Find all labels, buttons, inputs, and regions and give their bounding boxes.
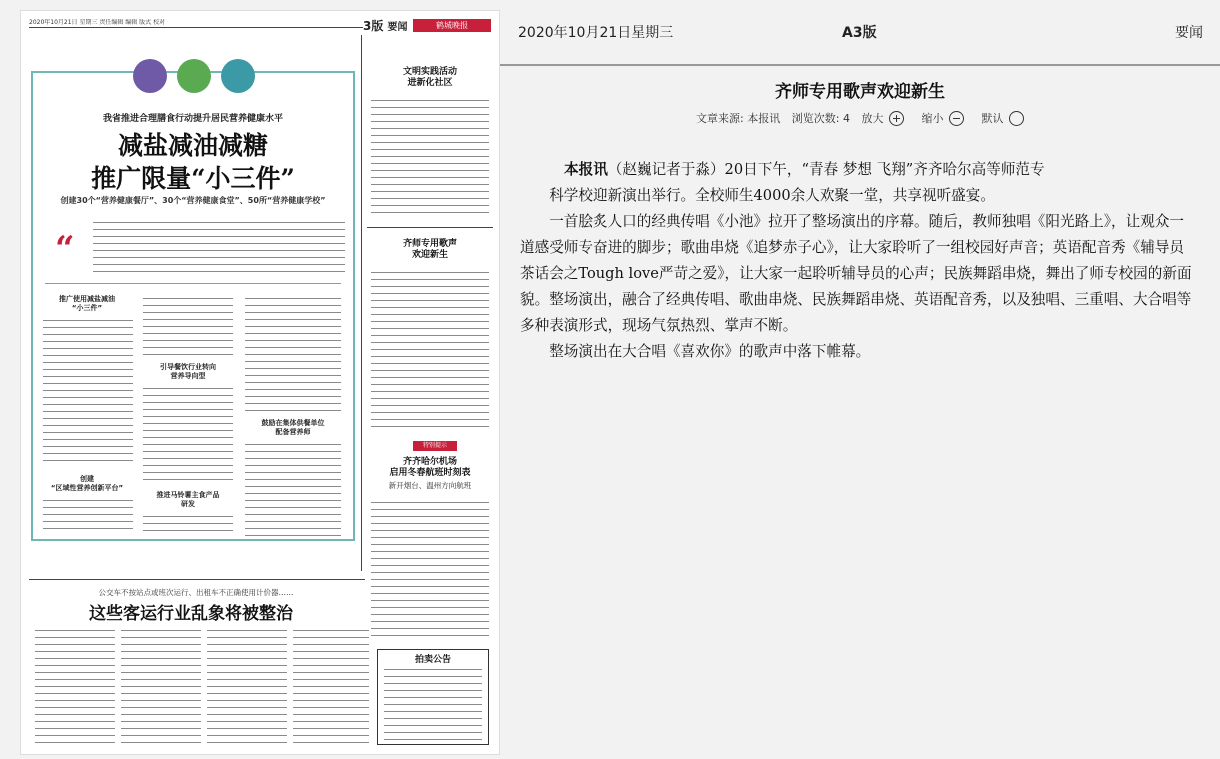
article-title: 齐师专用歌声欢迎新生 [775,82,945,102]
newspaper-page-image[interactable] [20,10,500,755]
view-count: 浏览次数: 4 [791,112,850,125]
bottom-column-4 [293,627,369,745]
article-body [520,157,1192,365]
masthead-logo: 鹤城晚报 [413,19,491,32]
edition-label: A3版 [842,25,877,41]
issue-date: 2020年10月21日星期三 [518,25,674,41]
salt-shaker-icon [133,59,167,93]
lead-deck: 创建30个“营养健康餐厅”、30个“营养健康食堂”、50所“营养健康学校” [60,196,326,205]
lead-column-1 [43,317,133,467]
lead-column-3b [245,441,341,537]
minus-circle-icon [949,111,964,126]
article-source: 文章来源: 本报讯 [696,112,781,125]
zoom-in-button[interactable]: 放大 [861,110,904,126]
bottom-kicker: 公交车不按站点或班次运行、出租车不正确使用计价器…… [98,588,294,597]
issue-bar [500,0,1220,66]
article-paragraph-1-cont: 科学校迎新演出举行。全校师生4000余人欢聚一堂，共享视听盛宴。 [549,187,995,204]
lead-column-2c [143,513,233,537]
lead-column-1b [43,497,133,535]
lead-subhead-3: 创建 “区域性营养创新平台” [50,475,124,492]
bottom-column-2 [121,627,201,745]
article-reader [500,0,1220,759]
lead-headline: 减盐减油减糖 推广限量“小三件” [91,131,295,193]
side-headline-3[interactable]: 齐齐哈尔机场 启用冬春航班时刻表 [389,457,471,478]
lead-column-3a [245,295,341,413]
article-paragraph-3: 整场演出在大合唱《喜欢你》的歌声中落下帷幕。 [549,343,871,360]
side-story-1-text [371,97,489,219]
lead-subhead-4: 推进马铃薯主食产品 研发 [156,491,220,508]
reset-circle-icon [1009,111,1024,126]
article-paragraph-2: 一首脍炙人口的经典传唱《小池》拉开了整场演出的序幕。随后，教师独唱《阳光路上》，让观众一道感受师专奋进的脚步；歌曲串烧《追梦赤子心》，让大家聆听了一组校园好声音；英语配音秀《辅导员茶话会之Tough love严苛之爱》，让大家一起聆听辅导员的心声；民族舞蹈串烧，舞出了师专校园的新面貌。整场演出，融合了经典传唱、歌曲串烧、民族舞蹈串烧、英语配音秀，以及独唱、三重唱、大合唱等多种表演形式，现场气氛热烈、掌声不断。 [520,213,1192,334]
page-edition-label: 3版 要闻 [363,19,408,33]
lead-subhead-2: 引导餐饮行业转向 营养导向型 [160,363,216,380]
article-meta [500,110,1220,126]
bottom-column-1 [35,627,115,745]
auction-notice-box [377,649,489,745]
side-headline-2[interactable]: 齐师专用歌声 欢迎新生 [402,239,457,260]
article-paragraph-1: 本报讯（赵巍记者于淼）20日下午，“青春 梦想 飞翔”齐齐哈尔高等师范专 [564,161,1045,178]
lead-subhead-5: 鼓励在集体供餐单位 配备营养师 [261,419,325,436]
lead-subhead-1: 推广使用减盐减油 “小三件” [59,295,115,312]
side-headline-1[interactable]: 文明实践活动 进新化社区 [402,67,457,88]
side-subheadline-3: 新开烟台、温州方向航班 [388,481,472,490]
side-story-2-text [371,269,489,433]
lead-column-2a [143,295,233,357]
side-story-3-text [371,499,489,637]
zoom-out-button[interactable]: 缩小 [921,110,964,126]
lead-intro-text [93,219,345,275]
lead-story-block[interactable] [31,71,355,541]
bottom-headline[interactable]: 这些客运行业乱象将被整治 [89,604,293,624]
special-notice-tag: 特别提示 [413,441,457,451]
page-header-strip: 2020年10月21日 星期三 责任编辑 编辑 版式 校对 [29,19,363,28]
quote-mark-icon: “ [55,229,75,269]
section-label: 要闻 [1175,25,1203,41]
auction-title: 拍卖公告 [414,655,451,665]
lead-kicker: 我省推进合理膳食行动提升居民营养健康水平 [102,114,283,124]
bottom-column-3 [207,627,287,745]
lead-column-2b [143,385,233,485]
default-size-button[interactable]: 默认 [981,110,1024,126]
plus-circle-icon [889,111,904,126]
sugar-spoon-icon [221,59,255,93]
oil-bottle-icon [177,59,211,93]
